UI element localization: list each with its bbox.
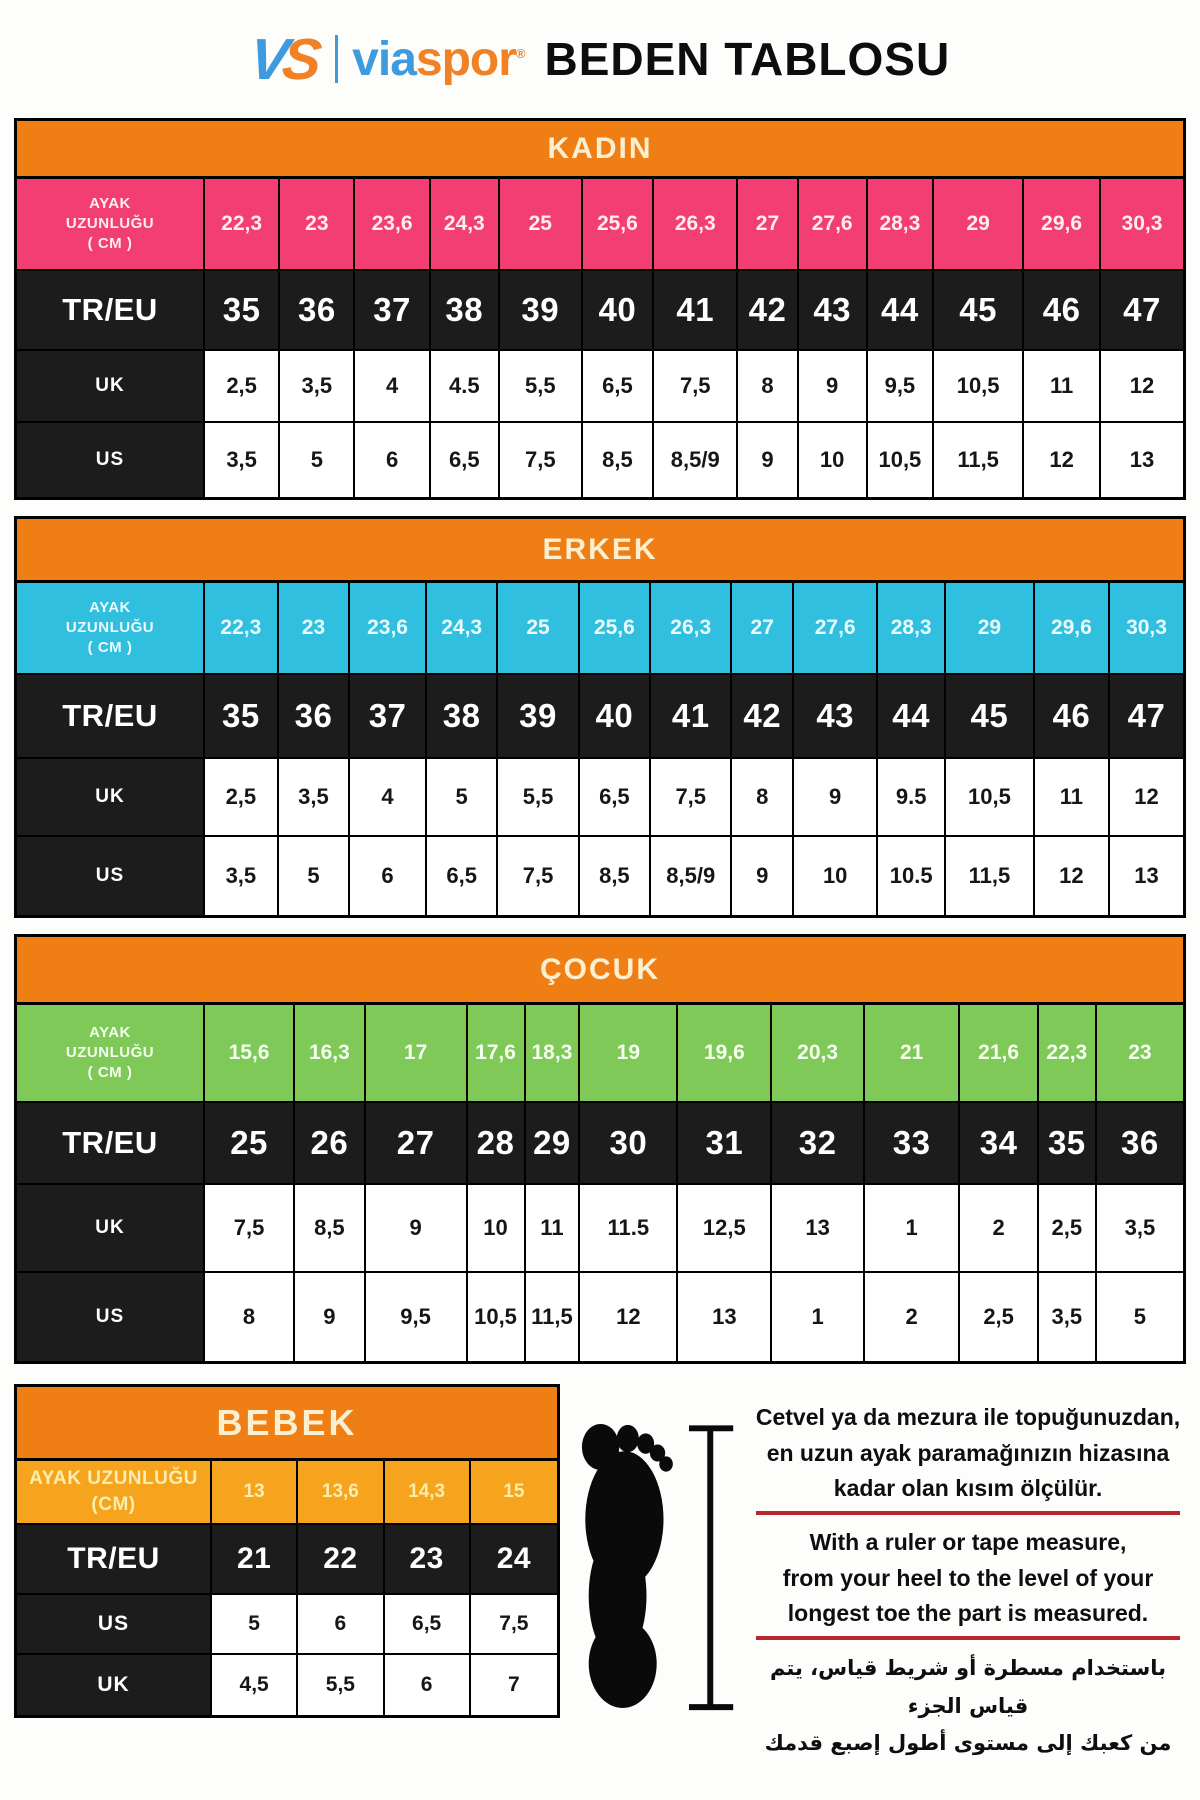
- size-table-bebek: [14, 1384, 560, 1718]
- size-cell: 5,5: [500, 351, 583, 421]
- size-cell: 25,6: [580, 583, 651, 673]
- row-label: AYAK UZUNLUĞU ( CM ): [17, 179, 205, 269]
- size-cell: 41: [651, 675, 732, 757]
- page-title: BEDEN TABLOSU: [544, 33, 951, 85]
- size-cell: 24,3: [427, 583, 498, 673]
- size-cell: 28,3: [878, 583, 946, 673]
- measurement-line-icon: [689, 1428, 733, 1707]
- size-cell: 10,5: [934, 351, 1024, 421]
- size-cell: 5,5: [298, 1655, 384, 1715]
- table-title-erkek: ERKEK: [17, 519, 1183, 583]
- size-cell: 5,5: [498, 759, 579, 835]
- size-cell: 35: [205, 271, 280, 349]
- size-cell: 13,6: [298, 1461, 384, 1523]
- size-cell: 19,6: [678, 1005, 772, 1101]
- table-row-us: [17, 1595, 557, 1655]
- logo-letter-s: S: [279, 26, 319, 92]
- size-cell: 3,5: [1097, 1185, 1183, 1271]
- size-cell: 3,5: [280, 351, 355, 421]
- size-cell: 1: [772, 1273, 864, 1361]
- size-cell: 5: [427, 759, 498, 835]
- size-cell: 6,5: [385, 1595, 471, 1653]
- size-cell: 4: [355, 351, 430, 421]
- size-cell: 23: [385, 1525, 471, 1593]
- size-cell: 13: [678, 1273, 772, 1361]
- size-cell: 47: [1123, 291, 1161, 328]
- table-row-treu: [17, 271, 1183, 351]
- size-cell: 23,6: [355, 179, 430, 269]
- size-cell: 13: [212, 1461, 298, 1523]
- size-cell: 30: [580, 1103, 678, 1183]
- instruction-tr-line3: kadar olan kısım ölçülür.: [833, 1475, 1103, 1502]
- size-cell: 26,3: [654, 179, 738, 269]
- size-cell: 19: [580, 1005, 678, 1101]
- size-cell: 1: [865, 1185, 961, 1271]
- size-cell: 45: [946, 675, 1035, 757]
- size-cell: 2,5: [205, 351, 280, 421]
- table-title-kadin: KADIN: [17, 121, 1183, 179]
- size-cell: 6: [298, 1595, 384, 1653]
- size-cell: 23: [1128, 1041, 1152, 1064]
- size-cell: 7: [471, 1655, 557, 1715]
- instruction-en-line3: longest toe the part is measured.: [787, 1600, 1149, 1627]
- logo-letter-v: V: [246, 26, 286, 92]
- size-cell: 8: [738, 351, 798, 421]
- size-cell: 37: [350, 675, 427, 757]
- size-cell: 9: [799, 351, 868, 421]
- size-cell: 25: [498, 583, 579, 673]
- size-cell: 8: [205, 1273, 295, 1361]
- table-row-us: [17, 1273, 1183, 1361]
- size-cell: 9: [732, 837, 794, 915]
- size-cell: 11,5: [934, 423, 1024, 497]
- size-cell: 34: [960, 1103, 1038, 1183]
- size-cell: 27,6: [799, 179, 868, 269]
- table-row-uk: [17, 1185, 1183, 1273]
- table-row-uk: [17, 759, 1183, 837]
- size-cell: 28,3: [868, 179, 934, 269]
- foot-measurement-graphic: [570, 1384, 740, 1749]
- size-cell: 7,5: [471, 1595, 557, 1653]
- table-row-treu: [17, 1103, 1183, 1185]
- size-cell: 32: [772, 1103, 864, 1183]
- size-cell: 40: [583, 271, 654, 349]
- brand-logo: [246, 26, 525, 93]
- size-cell: 23,6: [350, 583, 427, 673]
- size-cell: 43: [794, 675, 878, 757]
- size-cell: 23: [279, 583, 350, 673]
- size-cell: 12: [580, 1273, 678, 1361]
- size-cell: 18,3: [526, 1005, 581, 1101]
- row-label: TR/EU: [17, 271, 205, 349]
- instruction-ar-line2: من كعبك إلى مستوى أطول إصبع قدمك: [764, 1731, 1172, 1756]
- row-label: UK: [17, 759, 205, 835]
- size-cell: 27: [738, 179, 798, 269]
- size-cell: 27: [732, 583, 794, 673]
- size-cell: 22,3: [205, 179, 280, 269]
- size-cell: 43: [799, 271, 868, 349]
- logo-vs-monogram: [246, 26, 318, 93]
- size-cell: 39: [498, 675, 579, 757]
- size-cell: 44: [878, 675, 946, 757]
- size-cell: 11: [1024, 351, 1101, 421]
- size-cell: 24,3: [431, 179, 500, 269]
- size-cell: 5: [1097, 1273, 1183, 1361]
- size-cell: 12,5: [678, 1185, 772, 1271]
- size-cell: 46: [1035, 675, 1110, 757]
- size-cell: 29: [526, 1103, 581, 1183]
- size-cell: 7,5: [654, 351, 738, 421]
- size-cell: 11,5: [526, 1273, 581, 1361]
- size-cell: 22,3: [205, 583, 279, 673]
- row-label: US: [17, 1595, 212, 1653]
- size-cell: 7,5: [498, 837, 579, 915]
- instruction-tr-line1: Cetvel ya da mezura ile topuğunuzdan,: [755, 1404, 1181, 1430]
- size-cell: 17,6: [468, 1005, 526, 1101]
- table-row-uk: [17, 1655, 557, 1715]
- table-row-uk: [17, 351, 1183, 423]
- instruction-en-line1: With a ruler or tape measure,: [809, 1528, 1127, 1555]
- size-cell: 41: [654, 271, 738, 349]
- size-cell: 7,5: [205, 1185, 295, 1271]
- size-cell: 14,3: [385, 1461, 471, 1523]
- size-cell: 7,5: [651, 759, 732, 835]
- size-cell: 27,6: [794, 583, 878, 673]
- size-cell: 3,5: [279, 759, 350, 835]
- brand-name-orange: spor: [415, 32, 516, 86]
- size-cell: 4.5: [431, 351, 500, 421]
- size-cell: 8,5: [583, 423, 654, 497]
- size-cell: 30,3: [1121, 212, 1163, 235]
- size-cell: 36: [279, 675, 350, 757]
- size-cell: 3,5: [1039, 1273, 1097, 1361]
- size-cell: 9: [295, 1273, 366, 1361]
- table-row-us: [17, 837, 1183, 915]
- size-cell: 15,6: [205, 1005, 295, 1101]
- table-row-foot-length: [17, 1461, 557, 1525]
- size-cell: 10,5: [946, 759, 1035, 835]
- size-cell: 42: [732, 675, 794, 757]
- brand-name-blue: via: [352, 32, 416, 86]
- registered-mark: ®: [515, 45, 525, 61]
- size-cell: 4: [350, 759, 427, 835]
- size-cell: 13: [1110, 837, 1183, 915]
- size-cell: 8,5: [295, 1185, 366, 1271]
- size-cell: 9: [738, 423, 798, 497]
- size-table-cocuk: [14, 934, 1186, 1364]
- size-cell: 10,5: [868, 423, 934, 497]
- size-cell: 11: [1035, 759, 1110, 835]
- logo-divider: [335, 35, 338, 83]
- instruction-tr-line2: en uzun ayak paramağınızın hizasına: [766, 1439, 1170, 1466]
- size-cell: 39: [500, 271, 583, 349]
- size-cell: 21: [212, 1525, 298, 1593]
- row-label: TR/EU: [17, 675, 205, 757]
- brand-name: [352, 32, 524, 87]
- size-cell: 27: [366, 1103, 468, 1183]
- size-cell: 33: [865, 1103, 961, 1183]
- size-cell: 12: [1101, 351, 1183, 421]
- size-cell: 2: [960, 1185, 1038, 1271]
- size-cell: 26,3: [651, 583, 732, 673]
- row-label: TR/EU: [17, 1525, 212, 1593]
- size-cell: 9: [366, 1185, 468, 1271]
- size-cell: 6: [350, 837, 427, 915]
- size-cell: 3,5: [205, 423, 280, 497]
- measurement-instructions: [750, 1384, 1186, 1763]
- size-cell: 2,5: [960, 1273, 1038, 1361]
- size-cell: 35: [1039, 1103, 1097, 1183]
- size-cell: 22,3: [1039, 1005, 1097, 1101]
- size-cell: 9,5: [366, 1273, 468, 1361]
- size-cell: 25,6: [583, 179, 654, 269]
- size-cell: 12: [1110, 759, 1183, 835]
- size-cell: 11.5: [580, 1185, 678, 1271]
- size-cell: 9: [794, 759, 878, 835]
- size-table-kadin: [14, 118, 1186, 500]
- size-cell: 8,5/9: [651, 837, 732, 915]
- size-cell: 25: [500, 179, 583, 269]
- size-cell: 6,5: [583, 351, 654, 421]
- size-cell: 29: [946, 583, 1035, 673]
- size-cell: 15: [503, 1481, 525, 1502]
- size-cell: 11: [526, 1185, 581, 1271]
- table-row-us: [17, 423, 1183, 497]
- size-cell: 5: [212, 1595, 298, 1653]
- size-cell: 2,5: [205, 759, 279, 835]
- page-header: [14, 6, 1186, 112]
- row-label: UK: [17, 1655, 212, 1715]
- red-divider: [756, 1511, 1180, 1515]
- size-cell: 46: [1024, 271, 1101, 349]
- table-row-treu: [17, 1525, 557, 1595]
- size-cell: 8: [732, 759, 794, 835]
- row-label: US: [17, 1273, 205, 1361]
- foot-silhouette-icon: [570, 1388, 740, 1744]
- size-cell: 13: [772, 1185, 864, 1271]
- size-cell: 5: [280, 423, 355, 497]
- size-cell: 29,6: [1024, 179, 1101, 269]
- table-row-foot-length: [17, 1005, 1183, 1103]
- size-cell: 21,6: [960, 1005, 1038, 1101]
- size-cell: 2: [865, 1273, 961, 1361]
- row-label: TR/EU: [17, 1103, 205, 1183]
- size-cell: 45: [934, 271, 1024, 349]
- size-cell: 10: [794, 837, 878, 915]
- size-cell: 29: [934, 179, 1024, 269]
- size-cell: 3,5: [205, 837, 279, 915]
- size-cell: 28: [468, 1103, 526, 1183]
- row-label: AYAK UZUNLUĞU ( CM ): [17, 583, 205, 673]
- row-label: UK: [17, 351, 205, 421]
- bottom-section: [14, 1384, 1186, 1763]
- size-cell: 6: [385, 1655, 471, 1715]
- size-cell: 26: [295, 1103, 366, 1183]
- size-cell: 21: [865, 1005, 961, 1101]
- size-cell: 47: [1127, 697, 1166, 734]
- table-title-cocuk: ÇOCUK: [17, 937, 1183, 1005]
- row-label: AYAK UZUNLUĞU (CM): [17, 1461, 212, 1523]
- size-cell: 6: [355, 423, 430, 497]
- red-divider: [756, 1636, 1180, 1640]
- table-title-bebek: BEBEK: [17, 1387, 557, 1461]
- size-cell: 8,5: [580, 837, 651, 915]
- row-label: UK: [17, 1185, 205, 1271]
- size-cell: 5: [279, 837, 350, 915]
- size-cell: 20,3: [772, 1005, 864, 1101]
- size-cell: 35: [205, 675, 279, 757]
- size-cell: 11,5: [946, 837, 1035, 915]
- size-cell: 16,3: [295, 1005, 366, 1101]
- size-cell: 9,5: [868, 351, 934, 421]
- size-cell: 25: [205, 1103, 295, 1183]
- size-cell: 38: [427, 675, 498, 757]
- size-cell: 10: [799, 423, 868, 497]
- size-cell: 36: [1121, 1124, 1159, 1161]
- size-cell: 37: [355, 271, 430, 349]
- size-cell: 12: [1024, 423, 1101, 497]
- size-cell: 17: [366, 1005, 468, 1101]
- table-row-foot-length: [17, 583, 1183, 675]
- size-cell: 13: [1101, 423, 1183, 497]
- size-cell: 30,3: [1126, 616, 1167, 639]
- row-label: AYAK UZUNLUĞU ( CM ): [17, 1005, 205, 1101]
- size-cell: 8,5/9: [654, 423, 738, 497]
- size-cell: 7,5: [500, 423, 583, 497]
- size-cell: 2,5: [1039, 1185, 1097, 1271]
- size-cell: 6,5: [580, 759, 651, 835]
- size-cell: 23: [280, 179, 355, 269]
- size-cell: 31: [678, 1103, 772, 1183]
- row-label: US: [17, 423, 205, 497]
- size-cell: 22: [298, 1525, 384, 1593]
- size-cell: 10,5: [468, 1273, 526, 1361]
- instruction-en-line2: from your heel to the level of your: [782, 1564, 1154, 1591]
- size-cell: 12: [1035, 837, 1110, 915]
- size-cell: 10.5: [878, 837, 946, 915]
- size-cell: 24: [496, 1542, 532, 1575]
- size-cell: 10: [468, 1185, 526, 1271]
- table-row-foot-length: [17, 179, 1183, 271]
- size-cell: 38: [431, 271, 500, 349]
- size-cell: 9.5: [878, 759, 946, 835]
- size-cell: 29,6: [1035, 583, 1110, 673]
- size-cell: 36: [280, 271, 355, 349]
- size-table-erkek: [14, 516, 1186, 918]
- instruction-ar-line1: باستخدام مسطرة أو شريط قياس، يتم قياس الجزء: [769, 1655, 1167, 1718]
- size-cell: 6,5: [427, 837, 498, 915]
- table-row-treu: [17, 675, 1183, 759]
- size-cell: 4,5: [212, 1655, 298, 1715]
- size-cell: 42: [738, 271, 798, 349]
- row-label: US: [17, 837, 205, 915]
- size-cell: 40: [580, 675, 651, 757]
- size-cell: 6,5: [431, 423, 500, 497]
- size-cell: 44: [868, 271, 934, 349]
